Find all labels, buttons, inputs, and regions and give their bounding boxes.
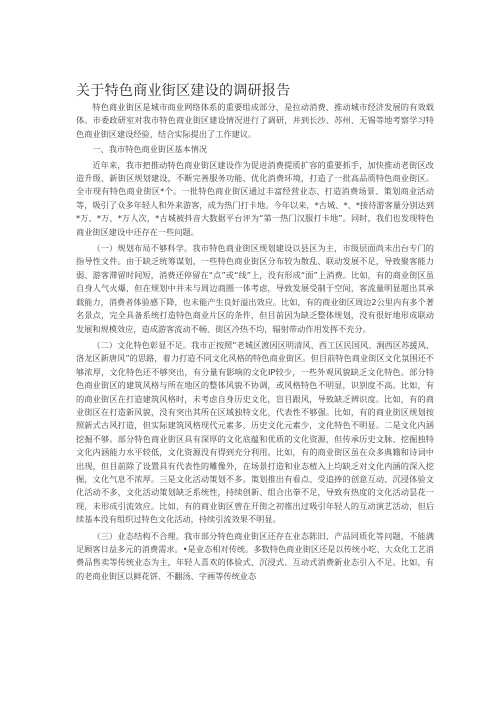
subsection-paragraph-3: （三）业态结构不合理。我市部分特色商业街区还存在业态陈旧、产品同质化等问题，不能满足顾客日益多元的消费需求。•是业态相对传统。多数特色商业街区还是以传统小吃、大众化工艺消费品售卖等传统业态为主，年轻人喜欢的体验式、沉浸式、互动式消费新业态引入不足。比如，有的老商业街区以鲜花饼、不翻汤、字画等传统业态 bbox=[76, 530, 434, 581]
section-heading: 一、我市特色商业街区基本情况 bbox=[92, 144, 208, 155]
document-body bbox=[76, 101, 434, 583]
subsection-paragraph-1: （一）规划布局不够科学。我市特色商业街区规划建设以县区为主，市级层面尚未出台专门的指导性文件。由于缺乏统筹谋划，一些特色商业街区分布较为散乱、联动发展不足，导致聚客能力弱、游客滞留时间短，消费还停留在“点”或“线”上，没有形成“面”上消费。比如，有的商业街区虽自身人气火爆，但在规划中并未与周边商圈一体考虑，导致发展受制于空间，客流量明显超出其承载能力，消费者体验感下降，也未能产生良好溢出效应。比如，有的商业街区周边2公里内有多个著名景点，完全具备系统打造特色商业片区的条件，但目前因为缺乏整体规划，没有很好地形成联动发展和规模效应，造成游客流动不畅、街区冷热不均，辐射带动作用发挥不充分。 bbox=[76, 243, 434, 334]
subsection-paragraph-2: （二）文化特色彰显不足。我市正按照“老城区渡因区明清风、西工区民国风、涧西区苏援风、洛龙区新唐风”的思路，着力打造不同文化风格的特色商业街区。但目前特色商业街区文化氛围还不够浓厚，文化特色还不够突出，有分量有影响的文化IP较少，一些外观风貌缺乏文化特色。部分特色商业街区的建筑风格与所在地区的整体风貌不协调，或风格特色不明显，识别度不高。比如，有的商业街区在打造建筑风格时，未考虑自身历史文化，盲目跟风，导致缺乏辨识度。比如，有的商业街区在打造新风貌，没有突出其所在区域独特文化，代表性不够强。比如，有的商业街区规划按照新式古风打造，但实际建筑风格现代元素多、历史文化元素少，文化特色不明显。二是文化内涵挖掘不够。部分特色商业街区具有深厚的文化底蕴和优质的文化资源，但传承历史文脉、挖掘独特文化内涵能力水平较低，文化资源没有得到充分利用。比如，有的商业街区虽在众多典籍和诗词中出现，但目前除了设置具有代表性的雕像外，在场景打造和业态植入上均缺乏对文化内涵的深入挖掘，文化气息不浓厚。三是文化活动策划不多。策划推出有看点、受追捧的创意互动、沉浸体验文化活动不多，文化活动策划缺乏系统性，持续创新、组合出拳不足，导致有热度的文化活动昙花一现，未形成引流效应。比如，有的商业街区曾在开街之初推出过吸引年轻人的互动演艺活动，但后续基本没有组织过特色文化活动，持续引流效果不明显。 bbox=[76, 339, 434, 525]
document-title: 关于特色商业街区建设的调研报告 bbox=[76, 83, 291, 99]
intro-paragraph: 特色商业街区是城市商业网络体系的重要组成部分，是拉动消费、推动城市经济发展的有效载体。市委政研室对我市特色商业街区建设情况进行了调研，并到长沙、苏州、无锡等地考察学习特色商业街区建设经验，结合实际提出了工作建议。 bbox=[76, 102, 434, 139]
section-paragraph: 近年来，我市把推动特色商业街区建设作为促进消费提质扩容的重要抓手，加快推动老街区改造升级、新街区规划建设，不断完善服务功能、优化消费环境，打造了一批高品质特色商业街区。全市现有特色商业街区*个。一批特色商业街区通过丰富经营业态、打造消费场景、策划商业活动等，吸引了众多年轻人和外来游客，成为热门打卡地。今年以来，*古城、*、*接待游客量分别达到*万、*万、*万人次，*古城被抖音大数据平台评为“第一热门汉服打卡地”。同时，我们也发现特色商业街区建设中还存在一些问题。 bbox=[76, 159, 434, 237]
